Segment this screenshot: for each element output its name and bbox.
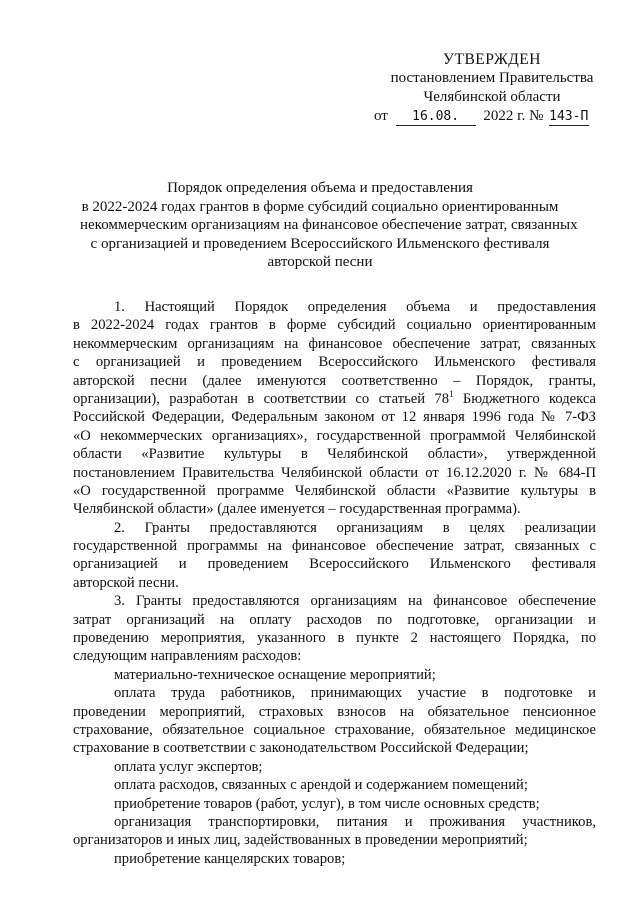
text-line: организацией и проведением Всероссийского Ильменского фестиваля: [73, 556, 596, 573]
approval-date-number: [372, 107, 612, 126]
text-line: с организацией и проведением Всероссийского Ильменского фестиваля: [73, 354, 596, 371]
text-line: авторской песни.: [73, 574, 179, 591]
text-line: проведении мероприятий, страховых взносов на обязательное пенсионное: [73, 703, 596, 720]
text-line: затрат организаций на оплату расходов по подготовке, организации и: [73, 611, 596, 628]
paragraph-1: [73, 298, 596, 519]
text-line: страхование в соответствии с законодательством Российской Федерации;: [73, 740, 529, 757]
text-line: оплата услуг экспертов;: [114, 758, 263, 775]
approval-stamp: [372, 50, 612, 126]
text-line: авторской песни (далее именуются соответственно – Порядок, гранты,: [73, 372, 596, 389]
title-line: Порядок определения объема и предоставления: [167, 180, 473, 196]
list-item-equipment: [73, 666, 596, 684]
approval-year-text: 2022 г. №: [483, 108, 544, 124]
text-line: проведению мероприятия, указанного в пункте 2 настоящего Порядка, по: [73, 630, 596, 647]
text-line: организация транспортировки, питания и проживания участников,: [114, 813, 596, 830]
list-item-goods: [73, 795, 596, 813]
text-line: 3. Гранты предоставляются организациям на финансовое обеспечение: [114, 593, 596, 610]
text-line: «О государственной программе Челябинской области «Развитие культуры в: [73, 482, 596, 499]
text-line: в 2022-2024 годах грантов в форме субсидий социально ориентированным: [73, 317, 596, 334]
document-body: [73, 298, 596, 868]
document-title: [80, 179, 578, 272]
list-item-stationery: [73, 850, 596, 868]
article-superscript: 1: [449, 389, 454, 399]
text-line: приобретение канцелярских товаров;: [114, 850, 346, 867]
approval-line-2: Челябинской области: [423, 89, 561, 105]
list-item-experts: [73, 758, 596, 776]
text-line: «О некоммерческих организациях», государственной программой Челябинской: [73, 427, 596, 444]
text-line: 2. Гранты предоставляются организациям в целях реализации: [114, 519, 596, 536]
title-line: с организацией и проведением Всероссийского Ильменского фестиваля: [90, 235, 550, 252]
text-line-with-footnote: [73, 390, 596, 408]
text-line: страхование, обязательное социальное страхование, обязательное медицинское: [73, 721, 596, 738]
text-line: оплата труда работников, принимающих участие в подготовке и: [114, 685, 596, 702]
list-item-transport: [73, 813, 596, 850]
list-item-rent: [73, 776, 596, 794]
text-line: организаторов и иных лиц, задействованных в проведении мероприятий;: [73, 832, 528, 849]
text-fragment: Бюджетного кодекса: [453, 390, 596, 407]
approval-from-label: от: [374, 108, 388, 124]
approval-number-handwritten: 143-П: [549, 109, 589, 124]
text-line: следующим направлениям расходов:: [73, 648, 302, 665]
text-line: приобретение товаров (работ, услуг), в том числе основных средств;: [114, 795, 540, 812]
text-line: Челябинской области» (далее именуется – государственная программа).: [73, 501, 521, 518]
title-line: некоммерческим организациям на финансовое обеспечение затрат, связанных: [80, 217, 578, 233]
title-line: в 2022-2024 годах грантов в форме субсидий социально ориентированным: [81, 198, 559, 215]
text-line: области «Развитие культуры в Челябинской области», утвержденной: [73, 446, 596, 463]
paragraph-3: [73, 592, 596, 666]
text-line: 1. Настоящий Порядок определения объема и предоставления: [114, 299, 596, 315]
approval-line-1: постановлением Правительства: [390, 70, 594, 86]
text-line: Российской Федерации, Федеральным законом от 12 января 1996 года № 7-ФЗ: [73, 409, 596, 426]
text-line: постановлением Правительства Челябинской области от 16.12.2020 г. № 684-П: [73, 464, 596, 481]
text-line: государственной программы на финансовое обеспечение затрат, связанных с: [73, 538, 596, 555]
approval-date-handwritten: 16.08.: [396, 109, 476, 126]
list-item-labor: [73, 684, 596, 758]
paragraph-2: [73, 519, 596, 593]
text-line: некоммерческим организациям на финансовое обеспечение затрат, связанных: [73, 335, 596, 352]
text-line: оплата расходов, связанных с арендой и содержанием помещений;: [114, 777, 528, 794]
title-line: авторской песни: [267, 254, 373, 270]
text-fragment: организации), разработан в соответствии со статьей 78: [73, 390, 450, 407]
approval-title: УТВЕРЖДЕН: [443, 51, 541, 68]
text-line: материально-техническое оснащение мероприятий;: [114, 666, 436, 683]
